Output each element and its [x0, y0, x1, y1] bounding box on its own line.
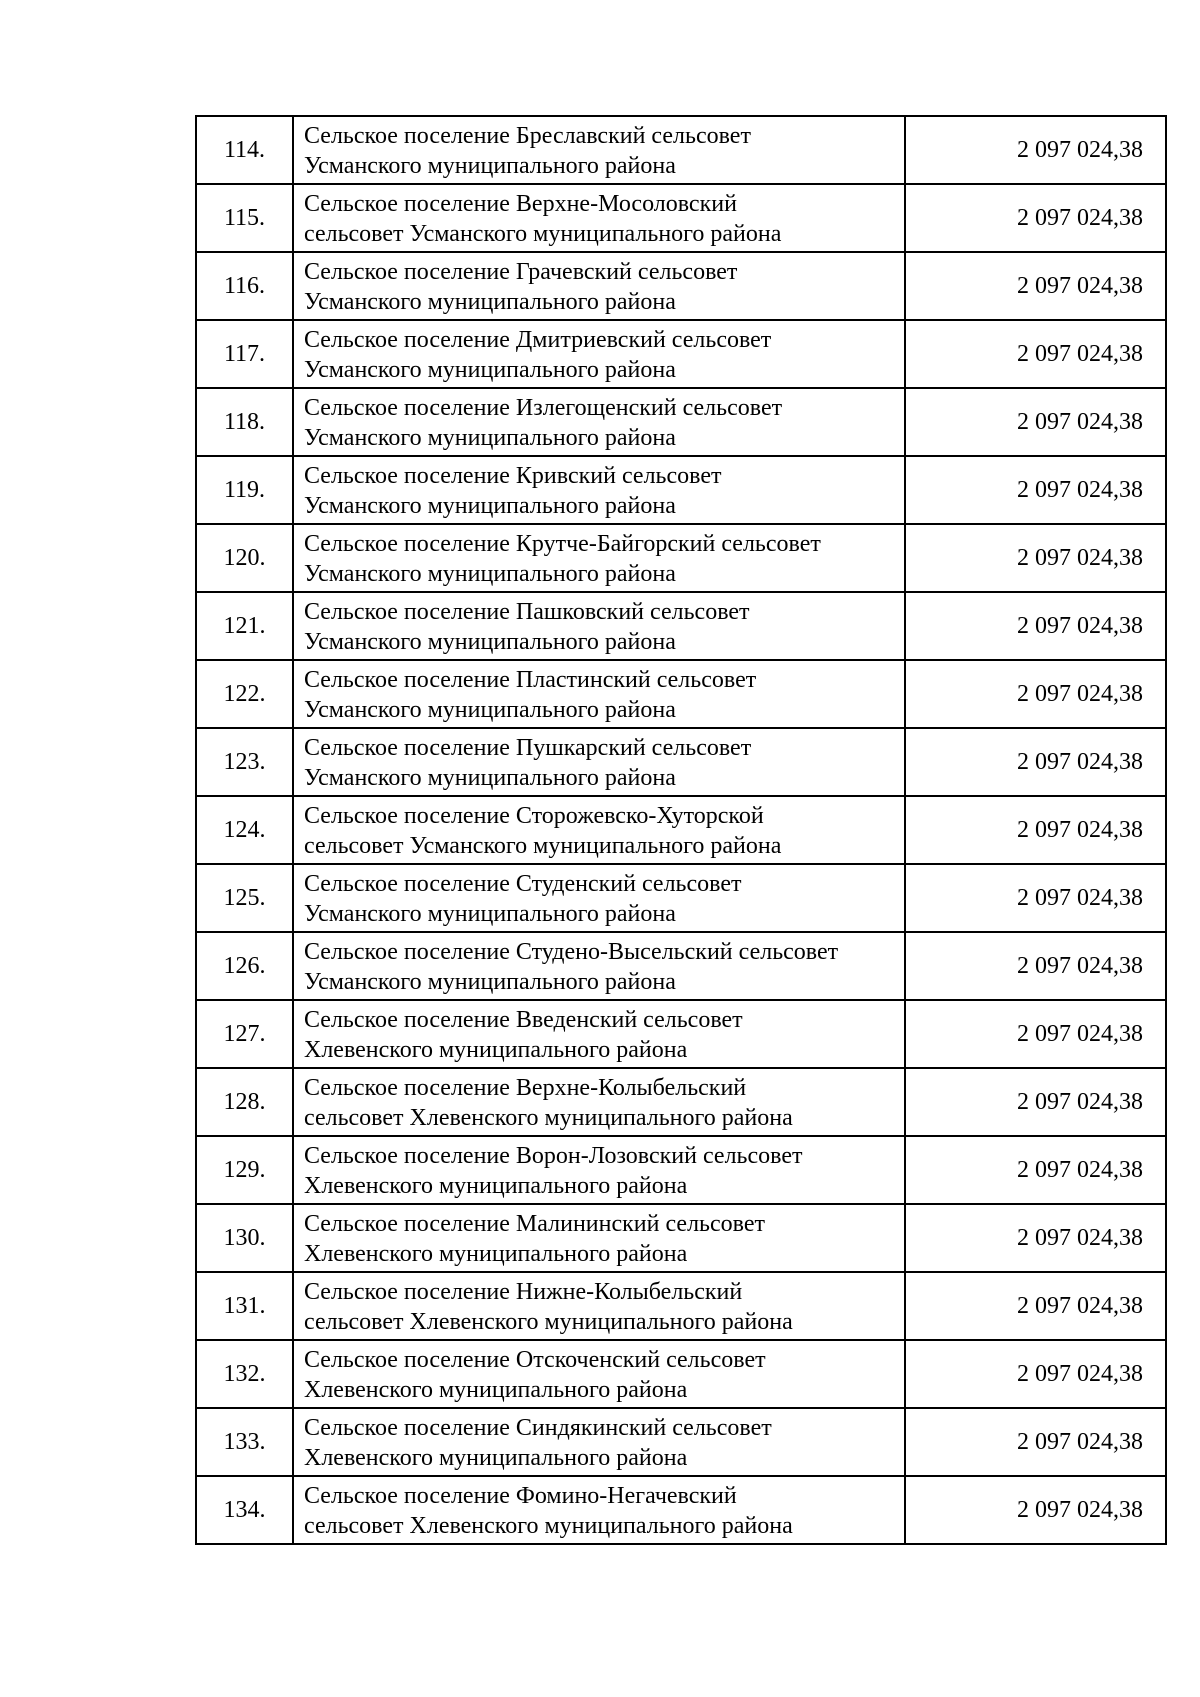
row-number-cell: 121. [196, 592, 293, 660]
amount-cell: 2 097 024,38 [905, 796, 1166, 864]
row-number-cell: 130. [196, 1204, 293, 1272]
table-row [196, 1408, 1166, 1476]
amount-cell: 2 097 024,38 [905, 388, 1166, 456]
settlement-name-cell [293, 1408, 905, 1476]
amount-cell: 2 097 024,38 [905, 864, 1166, 932]
settlement-name-cell [293, 864, 905, 932]
table-row [196, 1204, 1166, 1272]
table-row [196, 1340, 1166, 1408]
row-number-cell: 134. [196, 1476, 293, 1544]
amount-cell: 2 097 024,38 [905, 1408, 1166, 1476]
row-number-cell: 116. [196, 252, 293, 320]
table-row [196, 1000, 1166, 1068]
table-row [196, 1068, 1166, 1136]
settlement-name-line-1: Сельское поселение Студено-Высельский сельсовет [304, 939, 839, 965]
settlement-name-line-2: Усманского муниципального района [304, 629, 676, 655]
table-row [196, 1272, 1166, 1340]
row-number-cell: 122. [196, 660, 293, 728]
amount-cell: 2 097 024,38 [905, 116, 1166, 184]
settlement-name-line-2: Усманского муниципального района [304, 289, 676, 315]
settlement-name-cell [293, 1340, 905, 1408]
amount-cell: 2 097 024,38 [905, 728, 1166, 796]
table-row [196, 320, 1166, 388]
amount-cell: 2 097 024,38 [905, 1068, 1166, 1136]
row-number-cell: 118. [196, 388, 293, 456]
settlement-name-line-2: Усманского муниципального района [304, 153, 676, 179]
settlements-table [195, 115, 1167, 1545]
settlement-name-cell [293, 1272, 905, 1340]
settlement-name-line-1: Сельское поселение Фомино-Негачевский [304, 1483, 737, 1509]
settlement-name-line-2: сельсовет Хлевенского муниципального района [304, 1309, 793, 1335]
settlement-name-line-1: Сельское поселение Пушкарский сельсовет [304, 735, 752, 761]
table-row [196, 864, 1166, 932]
row-number-cell: 133. [196, 1408, 293, 1476]
settlement-name-cell [293, 932, 905, 1000]
settlement-name-cell [293, 116, 905, 184]
settlement-name-cell [293, 1000, 905, 1068]
settlement-name-line-2: Хлевенского муниципального района [304, 1377, 688, 1403]
amount-cell: 2 097 024,38 [905, 932, 1166, 1000]
settlement-name-line-2: Усманского муниципального района [304, 901, 676, 927]
settlement-name-line-1: Сельское поселение Отскоченский сельсовет [304, 1347, 766, 1373]
settlement-name-cell [293, 456, 905, 524]
amount-cell: 2 097 024,38 [905, 1204, 1166, 1272]
row-number-cell: 119. [196, 456, 293, 524]
settlement-name-line-2: Усманского муниципального района [304, 697, 676, 723]
settlement-name-cell [293, 1204, 905, 1272]
row-number-cell: 128. [196, 1068, 293, 1136]
settlement-name-line-2: Хлевенского муниципального района [304, 1445, 688, 1471]
amount-cell: 2 097 024,38 [905, 1340, 1166, 1408]
table-row [196, 592, 1166, 660]
settlement-name-line-2: Хлевенского муниципального района [304, 1037, 688, 1063]
row-number-cell: 114. [196, 116, 293, 184]
table-row [196, 932, 1166, 1000]
settlement-name-cell [293, 524, 905, 592]
table-row [196, 388, 1166, 456]
settlement-name-cell [293, 388, 905, 456]
settlement-name-line-2: Усманского муниципального района [304, 765, 676, 791]
settlement-name-line-1: Сельское поселение Верхне-Колыбельский [304, 1075, 747, 1101]
settlement-name-line-1: Сельское поселение Кривский сельсовет [304, 463, 722, 489]
table-row [196, 184, 1166, 252]
amount-cell: 2 097 024,38 [905, 456, 1166, 524]
row-number-cell: 120. [196, 524, 293, 592]
settlement-name-line-1: Сельское поселение Сторожевско-Хуторской [304, 803, 764, 829]
amount-cell: 2 097 024,38 [905, 1476, 1166, 1544]
row-number-cell: 127. [196, 1000, 293, 1068]
row-number-cell: 117. [196, 320, 293, 388]
amount-cell: 2 097 024,38 [905, 1272, 1166, 1340]
row-number-cell: 123. [196, 728, 293, 796]
amount-cell: 2 097 024,38 [905, 1000, 1166, 1068]
table-row [196, 252, 1166, 320]
row-number-cell: 125. [196, 864, 293, 932]
settlement-name-cell [293, 252, 905, 320]
settlement-name-line-1: Сельское поселение Грачевский сельсовет [304, 259, 738, 285]
table-row [196, 456, 1166, 524]
settlement-name-cell [293, 660, 905, 728]
settlement-name-cell [293, 796, 905, 864]
settlement-name-line-1: Сельское поселение Дмитриевский сельсовет [304, 327, 772, 353]
settlement-name-line-1: Сельское поселение Пашковский сельсовет [304, 599, 750, 625]
amount-cell: 2 097 024,38 [905, 320, 1166, 388]
settlement-name-line-2: Усманского муниципального района [304, 493, 676, 519]
amount-cell: 2 097 024,38 [905, 592, 1166, 660]
settlement-name-line-1: Сельское поселение Синдякинский сельсовет [304, 1415, 772, 1441]
row-number-cell: 126. [196, 932, 293, 1000]
amount-cell: 2 097 024,38 [905, 252, 1166, 320]
table-row [196, 728, 1166, 796]
row-number-cell: 124. [196, 796, 293, 864]
amount-cell: 2 097 024,38 [905, 1136, 1166, 1204]
row-number-cell: 129. [196, 1136, 293, 1204]
settlements-table-body [196, 116, 1166, 1544]
settlement-name-cell [293, 184, 905, 252]
settlement-name-line-1: Сельское поселение Ворон-Лозовский сельсовет [304, 1143, 803, 1169]
settlement-name-cell [293, 1136, 905, 1204]
settlement-name-line-2: Хлевенского муниципального района [304, 1241, 688, 1267]
amount-cell: 2 097 024,38 [905, 660, 1166, 728]
settlement-name-cell [293, 320, 905, 388]
row-number-cell: 132. [196, 1340, 293, 1408]
settlement-name-cell [293, 728, 905, 796]
table-row [196, 116, 1166, 184]
settlement-name-line-2: Усманского муниципального района [304, 425, 676, 451]
settlement-name-line-2: Усманского муниципального района [304, 561, 676, 587]
settlement-name-line-1: Сельское поселение Крутче-Байгорский сельсовет [304, 531, 821, 557]
settlement-name-line-2: сельсовет Усманского муниципального района [304, 221, 782, 247]
table-row [196, 796, 1166, 864]
row-number-cell: 115. [196, 184, 293, 252]
settlement-name-line-2: сельсовет Усманского муниципального района [304, 833, 782, 859]
table-row [196, 1136, 1166, 1204]
settlement-name-line-1: Сельское поселение Бреславский сельсовет [304, 123, 751, 149]
table-row [196, 524, 1166, 592]
amount-cell: 2 097 024,38 [905, 184, 1166, 252]
table-row [196, 660, 1166, 728]
settlement-name-line-1: Сельское поселение Студенский сельсовет [304, 871, 742, 897]
settlement-name-line-1: Сельское поселение Нижне-Колыбельский [304, 1279, 743, 1305]
settlement-name-line-1: Сельское поселение Верхне-Мосоловский [304, 191, 737, 217]
settlement-name-line-2: сельсовет Хлевенского муниципального района [304, 1513, 793, 1539]
settlement-name-line-1: Сельское поселение Малининский сельсовет [304, 1211, 765, 1237]
settlement-name-line-1: Сельское поселение Пластинский сельсовет [304, 667, 757, 693]
settlement-name-line-2: Усманского муниципального района [304, 357, 676, 383]
settlement-name-line-1: Сельское поселение Излегощенский сельсовет [304, 395, 783, 421]
settlement-name-cell [293, 1476, 905, 1544]
amount-cell: 2 097 024,38 [905, 524, 1166, 592]
table-row [196, 1476, 1166, 1544]
settlement-name-cell [293, 592, 905, 660]
settlement-name-line-2: Хлевенского муниципального района [304, 1173, 688, 1199]
settlement-name-cell [293, 1068, 905, 1136]
settlement-name-line-2: сельсовет Хлевенского муниципального района [304, 1105, 793, 1131]
settlement-name-line-2: Усманского муниципального района [304, 969, 676, 995]
settlement-name-line-1: Сельское поселение Введенский сельсовет [304, 1007, 743, 1033]
row-number-cell: 131. [196, 1272, 293, 1340]
